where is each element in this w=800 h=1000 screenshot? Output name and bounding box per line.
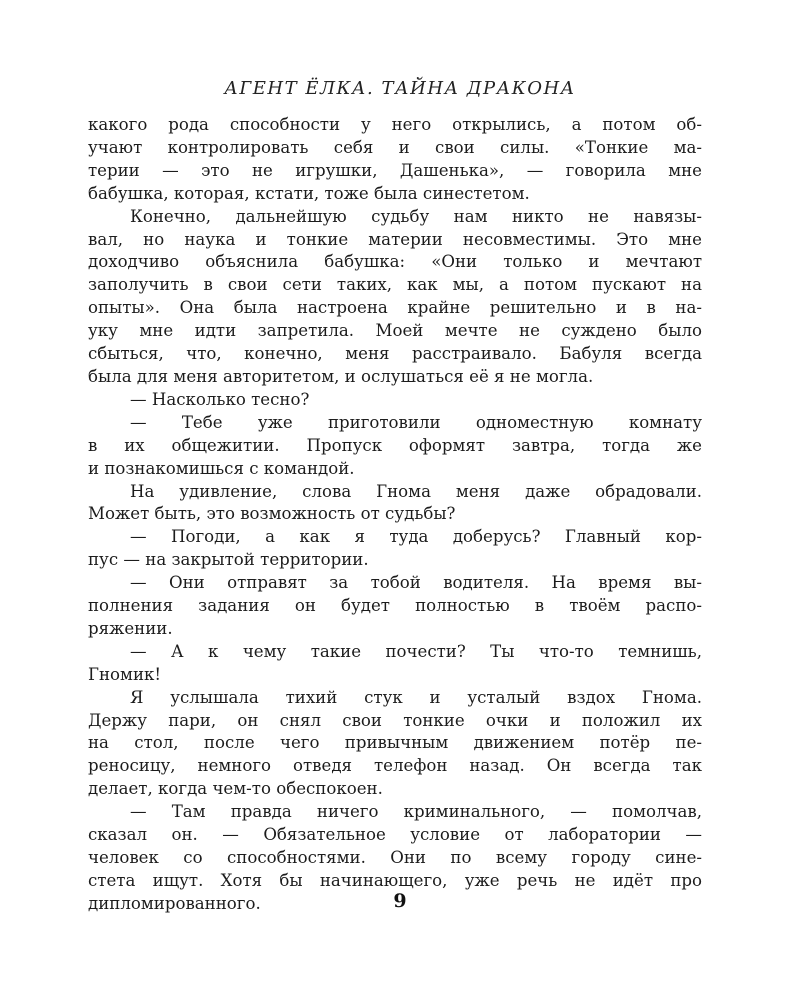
text-line: терии — это не игрушки, Дашенька», — говорила мне xyxy=(88,160,702,180)
page-number: 9 xyxy=(393,890,407,912)
text-line: Может быть, это возможность от судьбы? xyxy=(88,504,456,524)
text-line: Я услышала тихий стук и усталый вздох Гнома. xyxy=(130,687,702,707)
text-line: полнения задания он будет полностью в твоём распо- xyxy=(88,596,702,616)
text-line: бабушка, которая, кстати, тоже была синестетом. xyxy=(88,183,530,203)
text-line: вал, но наука и тонкие материи несовместимы. Это мне xyxy=(88,229,702,249)
text-line: На удивление, слова Гнома меня даже обрадовали. xyxy=(130,481,702,501)
text-line: — Насколько тесно? xyxy=(130,389,310,409)
text-line: делает, когда чем-то обеспокоен. xyxy=(88,779,383,799)
text-line: дипломированного. xyxy=(88,893,261,913)
text-line: в их общежитии. Пропуск оформят завтра, тогда же xyxy=(88,435,702,455)
text-line: была для меня авторитетом, и ослушаться её я не могла. xyxy=(88,366,594,386)
text-line: — Тебе уже приготовили одноместную комнату xyxy=(130,412,702,432)
text-line: Держу пари, он снял свои тонкие очки и положил их xyxy=(88,710,702,730)
text-line: Конечно, дальнейшую судьбу нам никто не навязы- xyxy=(130,206,702,226)
text-line: — Погоди, а как я туда доберусь? Главный кор- xyxy=(130,527,702,547)
text-line: и познакомишься с командой. xyxy=(88,458,355,478)
body-text xyxy=(88,114,702,916)
text-line: сбыться, что, конечно, меня расстраивало. Бабуля всегда xyxy=(88,344,702,364)
text-line: учают контролировать себя и свои силы. «Тонкие ма- xyxy=(88,137,702,157)
text-line: реносицу, немного отведя телефон назад. Он всегда так xyxy=(88,756,702,776)
text-line: какого рода способности у него открылись, а потом об- xyxy=(88,115,702,134)
text-line: — Там правда ничего криминального, — помолчав, xyxy=(130,802,702,822)
text-line: Гномик! xyxy=(88,664,162,684)
text-line: на стол, после чего привычным движением потёр пе- xyxy=(88,733,702,753)
text-line: — Они отправят за тобой водителя. На время вы- xyxy=(130,573,702,593)
text-line: уку мне идти запретила. Моей мечте не суждено было xyxy=(88,321,702,341)
text-line: доходчиво объяснила бабушка: «Они только и мечтают xyxy=(88,252,702,272)
text-line: ряжении. xyxy=(88,618,173,638)
text-line: человек со способностями. Они по всему городу сине- xyxy=(88,848,702,867)
running-head: АГЕНТ ЁЛКА. ТАЙНА ДРАКОНА xyxy=(224,78,576,99)
text-line: опыты». Она была настроена крайне решительно и в на- xyxy=(88,298,702,318)
text-line: заполучить в свои сети таких, как мы, а потом пускают на xyxy=(88,275,702,295)
text-line: сказал он. — Обязательное условие от лаборатории — xyxy=(88,825,702,845)
text-line: пус — на закрытой территории. xyxy=(88,550,369,570)
text-line: — А к чему такие почести? Ты что-то темнишь, xyxy=(130,641,702,661)
text-line: стета ищут. Хотя бы начинающего, уже речь не идёт про xyxy=(88,870,702,890)
